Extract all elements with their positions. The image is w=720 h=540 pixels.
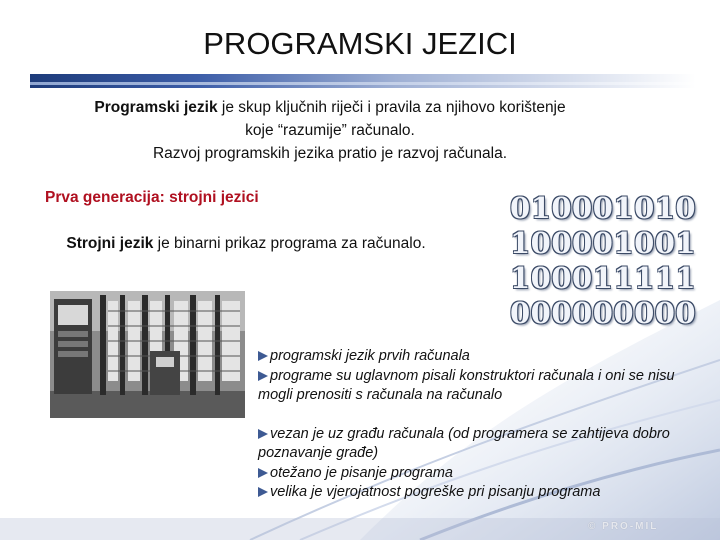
early-computer-illustration [50, 291, 245, 418]
intro-line-1 [40, 96, 620, 119]
slide-title: PROGRAMSKI JEZICI [203, 26, 517, 61]
binary-code-block [510, 191, 700, 331]
title-divider [30, 74, 696, 88]
list-item [258, 347, 678, 367]
triangle-right-icon [258, 468, 268, 478]
bullet-list [258, 347, 678, 503]
list-item-text: programe su uglavnom pisali konstruktori računala i oni se nisu mogli prenositi s računala na računalo [258, 367, 675, 403]
binary-line: 010001010 [510, 191, 697, 225]
intro-line-3: Razvoj programskih jezika pratio je razvoj računala. [152, 145, 508, 162]
list-item-text: vezan je uz građu računala (od programera se zahtijeva dobro poznavanje građe) [258, 425, 670, 461]
list-item-text: velika je vjerojatnost pogreške pri pisanju programa [270, 484, 601, 500]
triangle-right-icon [258, 351, 268, 361]
binary-line: 000000000 [510, 296, 697, 330]
spacer [258, 406, 678, 425]
machine-language-definition [60, 232, 432, 255]
list-item [258, 464, 678, 484]
list-item [258, 425, 678, 464]
machine-language-term: Strojni jezik [66, 235, 154, 252]
footer-logo: © PRO-MIL [588, 521, 659, 532]
list-item [258, 483, 678, 503]
triangle-right-icon [258, 371, 268, 381]
intro-term: Programski jezik [94, 99, 218, 116]
binary-line: 100001001 [510, 226, 697, 260]
intro-line-2: koje “razumije” računalo. [245, 122, 415, 139]
early-computer-photo [50, 291, 245, 418]
binary-line: 100011111 [510, 261, 697, 295]
triangle-right-icon [258, 429, 268, 439]
title-divider-highlight [30, 82, 696, 85]
list-item-text: programski jezik prvih računala [270, 348, 470, 364]
list-item-text: otežano je pisanje programa [270, 464, 453, 481]
triangle-right-icon [258, 487, 268, 497]
generation-heading: Prva generacija: strojni jezici [45, 189, 259, 206]
intro-paragraph [40, 96, 620, 165]
list-item [258, 367, 678, 406]
intro-line-1-rest: je skup ključnih riječi i pravila za njihovo korištenje [217, 99, 566, 116]
machine-language-rest: je binarni prikaz programa za računalo. [153, 235, 426, 252]
